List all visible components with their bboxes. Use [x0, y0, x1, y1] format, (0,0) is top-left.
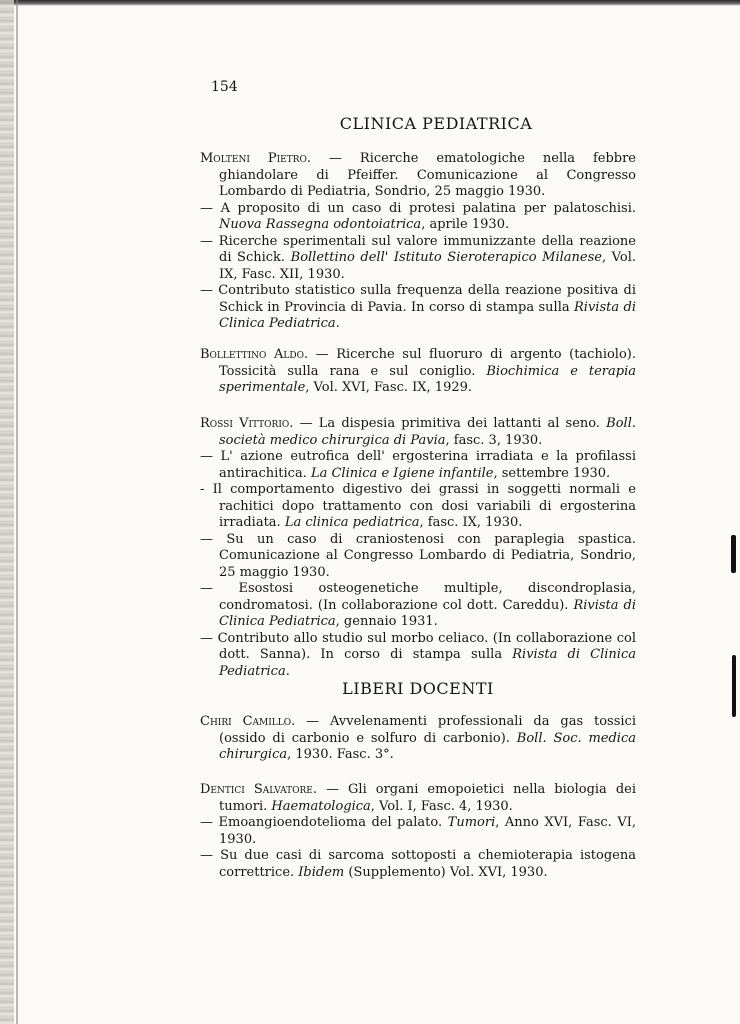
scan-top-edge: [0, 0, 740, 6]
journal-title: Haematologica: [271, 798, 371, 814]
entry-item: — Contributo allo studio sul morbo celiaco. (In collaborazione col dott. Sanna). In corso di stampa sulla Rivista di Clinica Pediatrica.: [200, 630, 636, 679]
journal-title: Rivista di Clinica Pediatrica: [219, 299, 636, 331]
entry-item: — Esostosi osteogenetiche multiple, discondroplasia, condromatosi. (In collaborazione col dott. Careddu). Rivista di Clinica Pediatrica, gennaio 1931.: [200, 581, 636, 629]
entry-chiri: [200, 714, 636, 764]
author-name: Bollettino Aldo.: [200, 347, 309, 362]
journal-title: Biochimica e terapia sperimentale: [219, 363, 637, 395]
author-name: Molteni Pietro.: [200, 151, 312, 166]
entry-molteni: [200, 151, 636, 333]
entry-item: — Emoangioendotelioma del palato. Tumori, Anno XVI, Fasc. VI, 1930.: [200, 815, 636, 847]
entry-item: Bollettino Aldo. — Ricerche sul fluoruro di argento (tachiolo). Tossicità sulla rana e sul coniglio. Biochimica e terapia sperimentale, Vol. XVI, Fasc. IX, 1929.: [200, 347, 637, 395]
journal-title: Boll. Soc. medica chirurgica: [219, 730, 636, 762]
scan-margin-mark: [731, 535, 736, 573]
journal-title: La Clinica e Igiene infantile: [310, 465, 494, 481]
scan-left-edge: [0, 0, 14, 1024]
entry-item: Chiri Camillo. — Avvelenamenti professionali da gas tossici (ossido di carbonio e solfuro di carbonio). Boll. Soc. medica chirurgica, 1930. Fasc. 3°.: [200, 714, 637, 762]
entry-item: — A proposito di un caso di protesi palatina per palatoschisi. Nuova Rassegna odontoiatrica, aprile 1930.: [200, 200, 636, 232]
journal-title: La clinica pediatrica: [284, 515, 420, 530]
entry-item: — Ricerche sperimentali sul valore immunizzante della reazione di Schick. Bollettino dell' Istituto Sieroterapico Milanese, Vol. IX, Fasc. XII, 1930.: [200, 233, 636, 282]
entry-item: Rossi Vittorio. — La dispesia primitiva dei lattanti al seno. Boll. società medico chirurgica di Pavia, fasc. 3, 1930.: [200, 416, 636, 448]
author-name: Chiri Camillo.: [200, 714, 296, 729]
journal-title: Boll. società medico chirurgica di Pavia: [219, 416, 636, 448]
journal-title: Bollettino dell' Istituto Sieroterapico Milanese: [290, 250, 602, 265]
entry-dentici: [200, 782, 636, 881]
entry-item: — Contributo statistico sulla frequenza della reazione positiva di Schick in Provincia di Pavia. In corso di stampa sulla Rivista di Clinica Pediatrica.: [200, 283, 636, 331]
entry-item: — Su due casi di sarcoma sottoposti a chemioterapia istogena correttrice. Ibidem (Supplemento) Vol. XVI, 1930.: [200, 848, 636, 880]
entry-item: — Su un caso di craniostenosi con paraplegia spastica. Comunicazione al Congresso Lombardo di Pediatria, Sondrio, 25 maggio 1930.: [200, 531, 636, 580]
scan-margin-mark: [732, 655, 736, 717]
section-heading-liberi-docenti: LIBERI DOCENTI: [342, 679, 494, 698]
entry-item: - Il comportamento digestivo dei grassi in soggetti normali e rachitici dopo trattamento con dosi variabili di ergosterina irradiata. La clinica pediatrica, fasc. IX, 1930.: [200, 482, 636, 530]
entry-bollettino: [200, 347, 636, 397]
entry-item: Dentici Salvatore. — Gli organi emopoietici nella biologia dei tumori. Haematologica, Vol. I, Fasc. 4, 1930.: [200, 782, 637, 814]
entry-rossi: [200, 416, 636, 680]
section-heading-clinica-pediatrica: CLINICA PEDIATRICA: [339, 114, 533, 133]
journal-title: Rivista di Clinica Pediatrica: [219, 647, 636, 679]
journal-title: Nuova Rassegna odontoiatrica: [219, 217, 422, 232]
page-number: 154: [211, 79, 238, 95]
journal-title: Ibidem: [298, 864, 345, 880]
author-name: Rossi Vittorio.: [200, 416, 294, 431]
author-name: Dentici Salvatore.: [200, 782, 317, 797]
entry-item: — L' azione eutrofica dell' ergosterina irradiata e la profilassi antirachitica. La Clinica e Igiene infantile, settembre 1930.: [200, 449, 636, 481]
journal-title: Rivista di Clinica Pediatrica: [219, 597, 636, 629]
journal-title: Tumori: [447, 815, 496, 830]
scan-binding-line: [16, 0, 18, 1024]
entry-item: Molteni Pietro. — Ricerche ematologiche nella febbre ghiandolare di Pfeiffer. Comunicazione al Congresso Lombardo di Pediatria, Sondrio, 25 maggio 1930.: [200, 151, 637, 199]
